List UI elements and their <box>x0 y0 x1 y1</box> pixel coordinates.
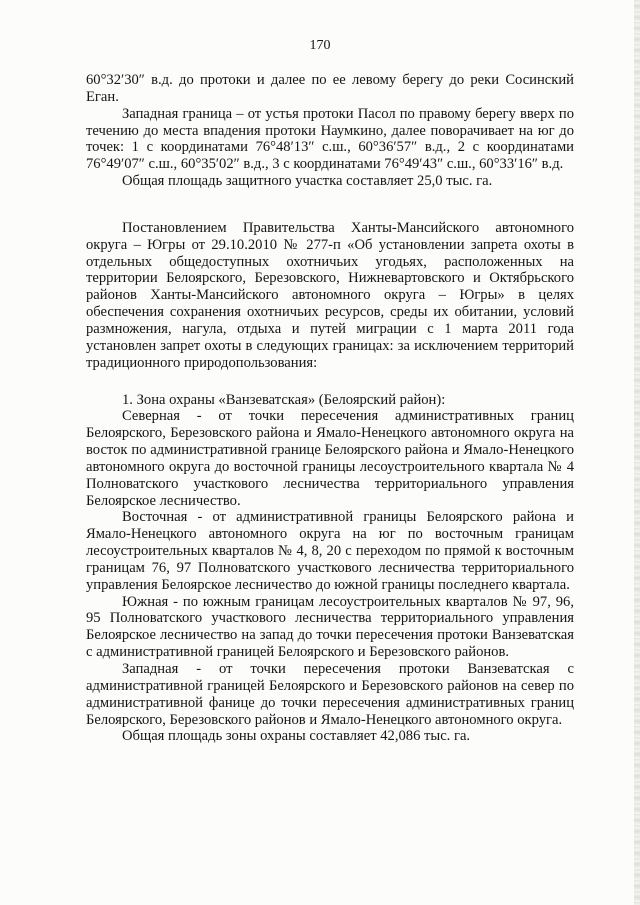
coordinates-continuation: 60°32′30″ в.д. до протоки и далее по ее левому берегу до реки Сосинский Еган. <box>86 72 574 105</box>
page-number: 170 <box>309 38 331 53</box>
body-text <box>86 72 574 745</box>
zone-heading: 1. Зона охраны «Ванзеватская» (Белоярский район): <box>122 391 446 408</box>
decree-paragraph: Постановлением Правительства Ханты-Мансийского автономного округа – Югры от 29.10.2010 № 277-п «Об установлении запрета охоты в отдельных общедоступных охотничьих угодьях, расположенных на территории Белоярского, Березовского, Нижневартовского и Октябрьского районов Ханты-Мансийского автономного округа – Югры» в целях обеспечения сохранения охотничьих ресурсов, среды их обитании, условий размножения, нагула, отдыха и путей миграции с 1 марта 2011 года установлен запрет охоты в следующих границах: за исключением территорий традиционного природопользования: <box>86 219 574 371</box>
southern-border-paragraph: Южная - по южным границам лесоустроительных кварталов № 97, 96, 95 Полноватского участкового лесничества территориального управления Белоярское лесничество на запад до точки пересечения протоки Ванзеватская с административной границей Белоярского и Березовского районов. <box>86 593 574 661</box>
western-border-paragraph: Западная граница – от устья протоки Пасол по правому берегу вверх по течению до места впадения протоки Наумкино, далее поворачивает на юг до точек: 1 с координатами 76°48′13″ с.ш., 60°36′57″ в.д., 2 с координатами 76°49′07″ с.ш., 60°35′02″ в.д., 3 с координатами 76°49′43″ с.ш., 60°33′16″ в.д. <box>86 105 574 173</box>
scan-edge <box>634 0 640 905</box>
eastern-border-paragraph: Восточная - от административной границы Белоярского района и Ямало-Ненецкого автономного округа на юг по восточным границам лесоустроительных кварталов № 4, 8, 20 с переходом по прямой к восточным границам 76, 97 Полноватского участкового лесничества территориального управления Белоярское лесничество до южной границы последнего квартала. <box>86 509 574 593</box>
protected-area-total: Общая площадь защитного участка составляет 25,0 тыс. га. <box>122 173 493 190</box>
western-zone-border-paragraph: Западная - от точки пересечения протоки Ванзеватская с административной границей Белоярского и Березовского районов на север по административной фанице до точки пересечения административных границ Белоярского, Березовского районов и Ямало-Ненецкого автономного округа. <box>86 661 574 728</box>
zone-total-area: Общая площадь зоны охраны составляет 42,086 тыс. га. <box>122 728 471 745</box>
northern-border-paragraph: Северная - от точки пересечения административных границ Белоярского, Березовского района и Ямало-Ненецкого автономного округа на восток по административной границе Белоярского района и Ямало-Ненецкого автономного округа до восточной границы лесоустроительного квартала № 4 Полноватского участкового лесничества территориального управления Белоярское лесничество. <box>86 408 574 509</box>
